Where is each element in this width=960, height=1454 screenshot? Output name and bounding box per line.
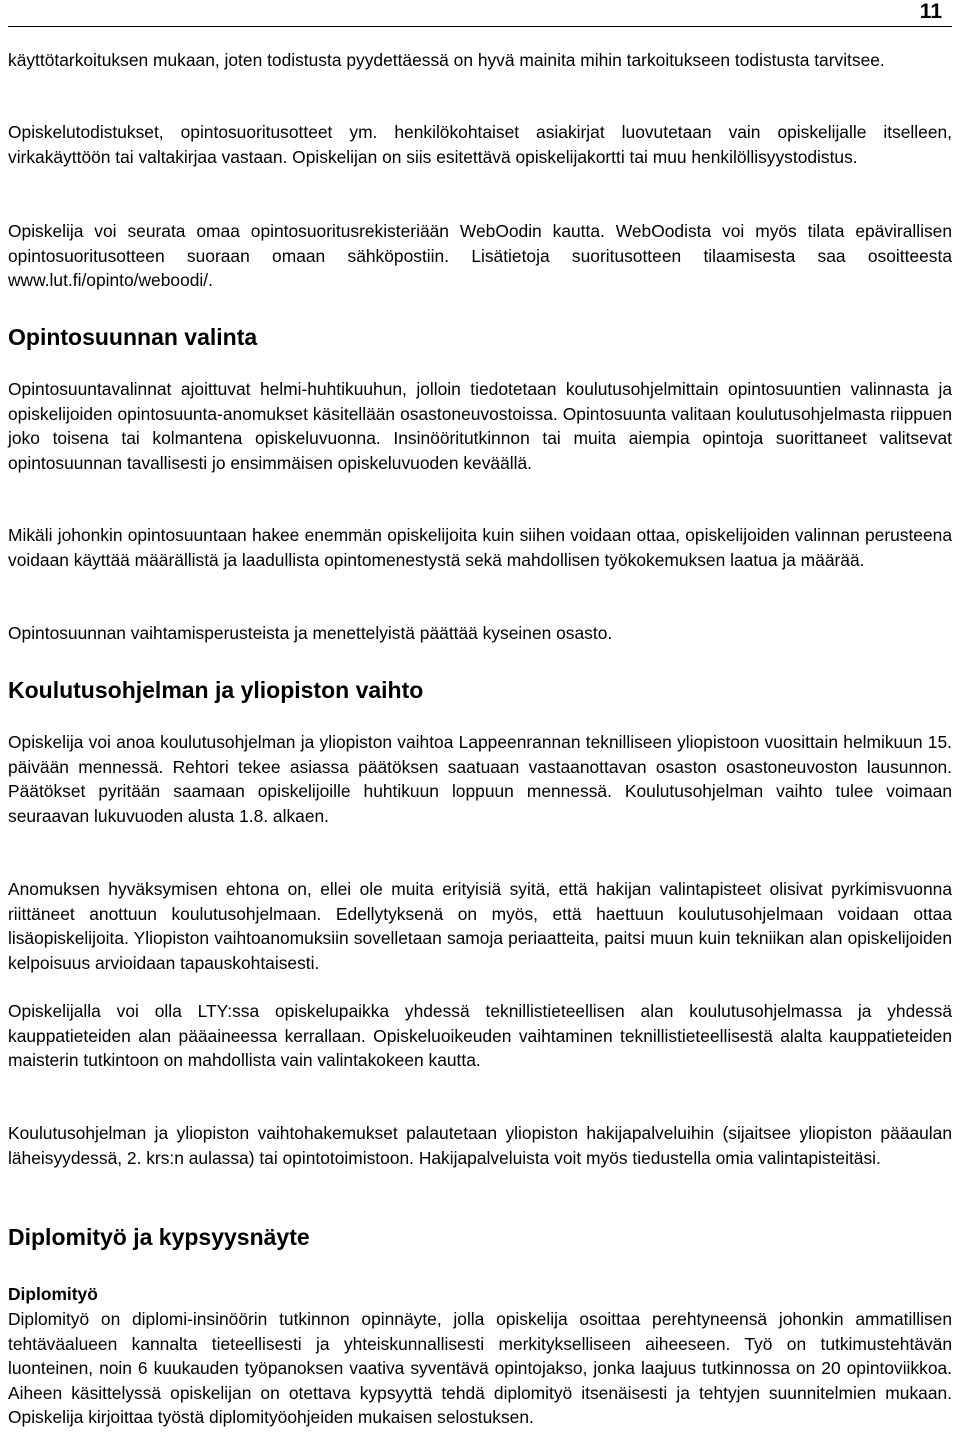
header-rule [8, 26, 952, 27]
paragraph-study-place: Opiskelijalla voi olla LTY:ssa opiskelupaikka yhdessä teknillistieteellisen alan koulutusohjelmassa ja yhdessä kauppatieteiden alan pääaineessa kerrallaan. Opiskeluoikeuden vaihtaminen teknillistieteellisestä alalta kauppatieteiden maisterin tutkintoon on mahdollista vain valintakokeen kautta. [8, 1001, 952, 1070]
paragraph-vaihto-application: Opiskelija voi anoa koulutusohjelman ja yliopiston vaihtoa Lappeenrannan teknilliseen yliopistoon vuosittain helmikuun 15. päivään mennessä. Rehtori tekee asiassa päätöksen saatuaan vastaanottavan osaston osastoneuvoston lausunnon. Päätökset pyritään saamaan opiskelijoille huhtikuun loppuun mennessä. Koulutusohjelman vaihto tulee voimaan seuraavan lukuvuoden alusta 1.8. alkaen. [8, 732, 952, 826]
paragraph-diplomityo-description: Diplomityö on diplomi-insinöörin tutkinnon opinnäyte, jolla opiskelija osoittaa perehtyneensä johonkin ammatillisen tehtäväalueen kannalta tieteellisesti ja yhteiskunnallisesti merkitykselliseen aiheeseen. Työ on tutkimustehtävän luonteinen, noin 6 kuukauden työpanoksen vaativa syventävä opintojakso, jonka laajuus tutkinnossa on 20 opintoviikkoa. Aiheen käsittelyssä opiskelijan on otettava kypsyyttä tehdä diplomityö itsenäisesti ja tehtyjen suunnitelmien mukaan. Opiskelija kirjoittaa työstä diplomityöohjeiden mukaisen selostuksen. [8, 1309, 952, 1427]
paragraph-selection-criteria: Mikäli johonkin opintosuuntaan hakee enemmän opiskelijoita kuin siihen voidaan ottaa, opiskelijoiden valinnan perusteena voidaan käyttää määrällistä ja laadullista opintomenestystä sekä mahdollisen työkokemuksen laatua ja määrää. [8, 525, 952, 570]
heading-opintosuunnan-valinta: Opintosuunnan valinta [8, 324, 258, 350]
heading-diplomityo-kypsyysnayte: Diplomityö ja kypsyysnäyte [8, 1224, 310, 1250]
page-number: 11 [919, 0, 942, 23]
paragraph-change-criteria: Opintosuunnan vaihtamisperusteista ja menettelyistä päättää kyseinen osasto. [8, 623, 613, 643]
paragraph-opintosuunta-valinnat: Opintosuuntavalinnat ajoittuvat helmi-huhtikuuhun, jolloin tiedotetaan koulutusohjelmittain opintosuuntien valinnasta ja opiskelijoiden opintosuunta-anomukset käsitellään osastoneuvostoissa. Opintosuunta valitaan koulutusohjelmasta riippuen joko toisena tai kolmantena opiskeluvuonna. Insinööritutkinnon tai muita aiempia opintoja suorittaneet valitsevat opintosuunnan tavallisesti jo ensimmäisen opiskeluvuoden keväällä. [8, 379, 952, 473]
heading-koulutusohjelman-vaihto: Koulutusohjelman ja yliopiston vaihto [8, 677, 424, 703]
paragraph-weboodi: Opiskelija voi seurata omaa opintosuoritusrekisteriään WebOodin kautta. WebOodista voi myös tilata epävirallisen opintosuoritusotteen suoraan omaan sähköpostiin. Lisätietoja suoritusotteen tilaamisesta saa osoitteesta www.lut.fi/opinto/weboodi/. [8, 221, 952, 290]
paragraph-certificate-purpose: käyttötarkoituksen mukaan, joten todistusta pyydettäessä on hyvä mainita mihin tarkoitukseen todistusta tarvitsee. [8, 50, 885, 70]
paragraph-approval-conditions: Anomuksen hyväksymisen ehtona on, ellei ole muita erityisiä syitä, että hakijan valintapisteet olisivat pyrkimisvuonna riittäneet anottuun koulutusohjelmaan. Edellytyksenä on myös, että haettuun koulutusohjelmaan voidaan ottaa lisäopiskelijoita. Yliopiston vaihtoanomuksiin sovelletaan samoja periaatteita, paitsi muun kuin tekniikan alan opiskelijoiden kelpoisuus arvioidaan tapauskohtaisesti. [8, 879, 952, 973]
paragraph-hakijapalvelut: Koulutusohjelman ja yliopiston vaihtohakemukset palautetaan yliopiston hakijapalveluihin (sijaitsee yliopiston pääaulan läheisyydessä, 2. krs:n aulassa) tai opintotoimistoon. Hakijapalveluista voit myös tiedustella omia valintapisteitäsi. [8, 1123, 952, 1168]
subheading-diplomityo: Diplomityö [8, 1284, 98, 1304]
paragraph-documents-handover: Opiskelutodistukset, opintosuoritusotteet ym. henkilökohtaiset asiakirjat luovutetaan vain opiskelijalle itselleen, virkakäyttöön tai valtakirjaa vastaan. Opiskelijan on siis esitettävä opiskelijakortti tai muu henkilöllisyystodistus. [8, 122, 952, 167]
